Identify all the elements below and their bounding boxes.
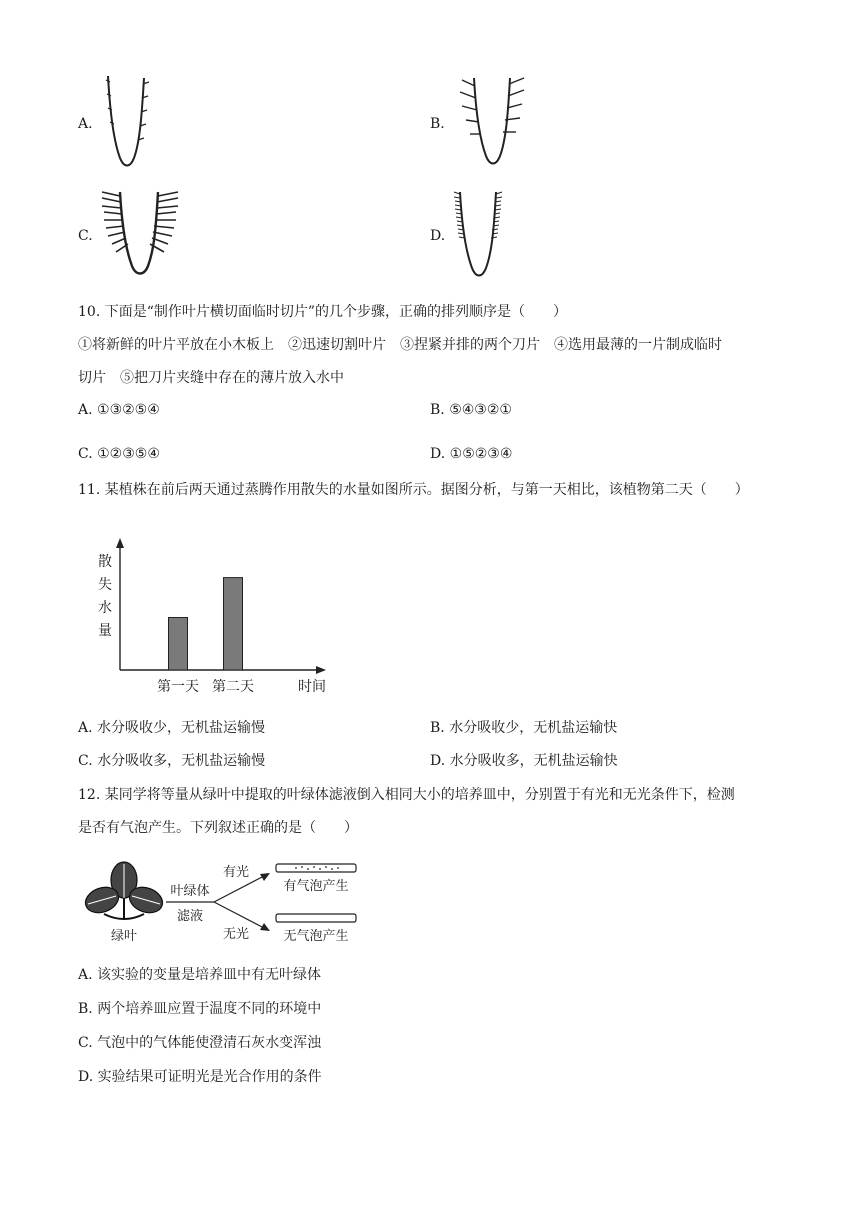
q12-stem-line2: 是否有气泡产生。下列叙述正确的是（ ） [78, 820, 358, 836]
petri-dish-light [276, 864, 356, 872]
filtrate-label-bottom: 滤液 [176, 909, 204, 924]
q12-option-b[interactable] [78, 998, 321, 1018]
q11-option-d-label: D. [430, 753, 446, 769]
q11-option-a-label: A. [78, 720, 93, 736]
q10-option-c-text: ①②③⑤④ [97, 446, 160, 462]
q12-option-d-label: D. [78, 1069, 94, 1085]
result-dark-label: 无气泡产生 [283, 929, 349, 944]
dark-label: 无光 [222, 927, 250, 942]
q9-option-d-label[interactable]: D. [430, 228, 446, 244]
q11-option-b-label: B. [430, 720, 445, 736]
y-axis-label-char-1: 散 [98, 554, 112, 570]
q12-option-a[interactable] [78, 964, 321, 984]
y-axis-label-char-3: 水 [98, 600, 112, 616]
light-label: 有光 [222, 865, 250, 880]
petri-dish-dark [276, 914, 356, 922]
q12-option-b-label: B. [78, 1001, 93, 1017]
leaf-label: 绿叶 [110, 929, 138, 944]
q12-option-a-text: 该实验的变量是培养皿中有无叶绿体 [97, 967, 322, 983]
q11-option-d[interactable] [430, 750, 618, 770]
q9-figure-c [98, 188, 182, 280]
q11-option-c[interactable] [78, 750, 265, 770]
x-tick-label-1: 第一天 [157, 679, 199, 695]
y-axis-label-char-2: 失 [98, 577, 112, 593]
q12-option-c[interactable] [78, 1032, 321, 1052]
q10-option-a[interactable] [78, 402, 160, 418]
q12-option-c-text: 气泡中的气体能使澄清石灰水变浑浊 [97, 1035, 322, 1051]
q10-steps-line1: ①将新鲜的叶片平放在小木板上 ②迅速切割叶片 ③捏紧并排的两个刀片 ④选用最薄的一片制成临时 [78, 337, 722, 353]
q10-option-d-label: D. [430, 446, 446, 462]
bar-1 [169, 618, 188, 671]
q10-steps-line2: 切片 ⑤把刀片夹缝中存在的薄片放入水中 [78, 370, 344, 386]
green-leaf-icon [82, 862, 166, 919]
x-axis-arrow [316, 666, 326, 674]
q11-option-a-text: 水分吸收少，无机盐运输慢 [97, 720, 266, 736]
q9-option-a-label[interactable]: A. [78, 116, 93, 132]
q9-figure-b [452, 74, 532, 170]
q10-option-b[interactable] [430, 402, 512, 418]
q9-option-b-label[interactable]: B. [430, 116, 445, 132]
q11-transpiration-chart [90, 536, 350, 701]
q12-option-b-text: 两个培养皿应置于温度不同的环境中 [97, 1001, 322, 1017]
q10-option-b-text: ⑤④③②① [449, 402, 512, 418]
q12-option-a-label: A. [78, 967, 93, 983]
q10-option-a-text: ①③②⑤④ [97, 402, 160, 418]
x-axis-label: 时间 [298, 679, 326, 695]
q12-experiment-diagram [84, 858, 364, 948]
q12-option-d[interactable] [78, 1066, 322, 1086]
q9-figure-a [100, 72, 160, 172]
q12-option-d-text: 实验结果可证明光是光合作用的条件 [97, 1069, 322, 1085]
q11-option-c-label: C. [78, 753, 93, 769]
y-axis-label-char-4: 量 [98, 623, 112, 639]
q10-option-d-text: ①⑤②③④ [449, 446, 513, 462]
filtrate-label-top: 叶绿体 [170, 884, 210, 899]
result-light-label: 有气泡产生 [283, 879, 349, 894]
q10-option-d[interactable] [430, 446, 512, 462]
q12-stem-line1: 12. 某同学将等量从绿叶中提取的叶绿体滤液倒入相同大小的培养皿中，分别置于有光和无光条件下，检测 [78, 787, 735, 803]
q11-stem: 11. 某植株在前后两天通过蒸腾作用散失的水量如图所示。据图分析，与第一天相比，该植物第二天（ ） [78, 482, 749, 498]
q11-option-b[interactable] [430, 717, 617, 737]
q10-option-c-label: C. [78, 446, 93, 462]
x-tick-label-2: 第二天 [212, 679, 254, 695]
q11-option-a[interactable] [78, 717, 265, 737]
q9-figure-d [450, 188, 510, 280]
q12-option-c-label: C. [78, 1035, 93, 1051]
q10-option-b-label: B. [430, 402, 445, 418]
q11-option-b-text: 水分吸收少，无机盐运输快 [449, 720, 618, 736]
q11-option-d-text: 水分吸收多，无机盐运输快 [449, 753, 618, 769]
y-axis-arrow [116, 538, 124, 548]
bar-2 [224, 578, 243, 670]
q11-option-c-text: 水分吸收多，无机盐运输慢 [97, 753, 266, 769]
q9-option-c-label[interactable]: C. [78, 228, 93, 244]
q10-option-a-label: A. [78, 402, 93, 418]
q10-stem: 10. 下面是“制作叶片横切面临时切片”的几个步骤，正确的排列顺序是（ ） [78, 304, 568, 320]
q10-option-c[interactable] [78, 446, 160, 462]
